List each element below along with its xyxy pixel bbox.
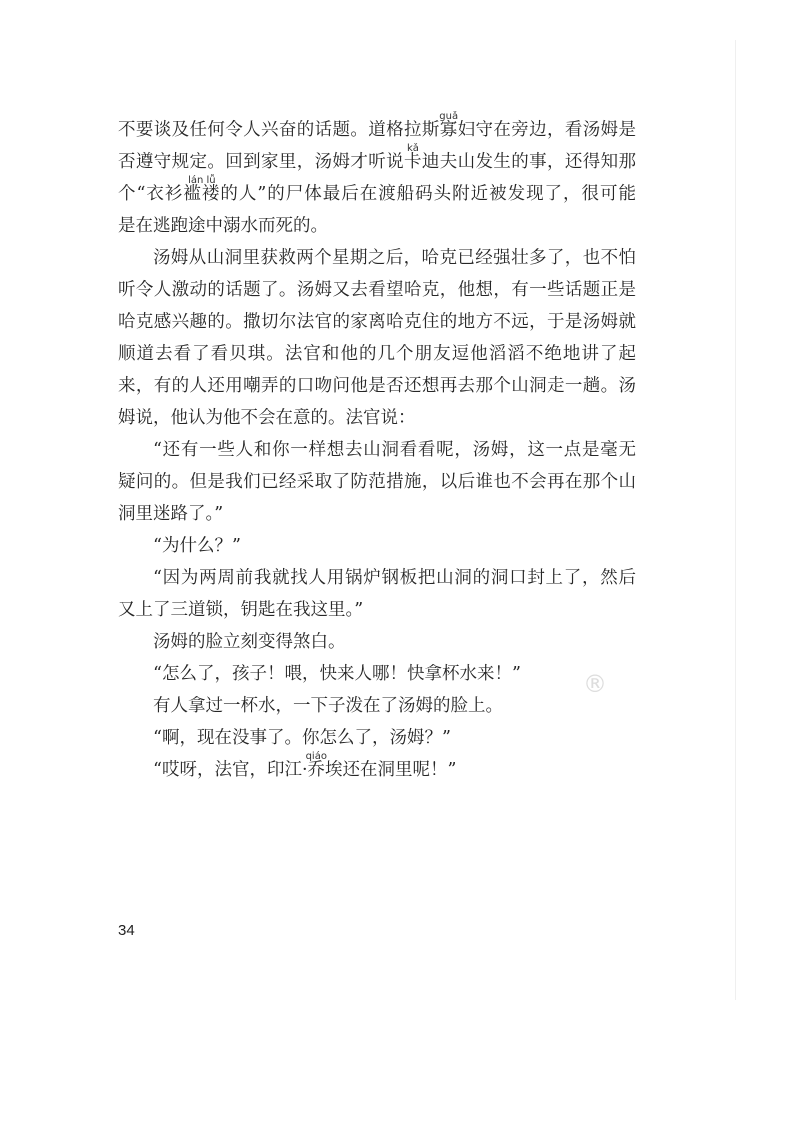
ruby-group xyxy=(183,175,221,204)
pinyin-annotation: guǎ xyxy=(439,111,459,122)
text-segment: 埃还在洞里呢！” xyxy=(325,760,457,780)
text-segment: “哎呀，法官，印江· xyxy=(153,760,308,780)
text-line: 汤姆的脸立刻变得煞白。 xyxy=(153,632,346,652)
pinyin-annotation: qiáo xyxy=(305,751,327,762)
text-line: 是在逃跑途中溺水而死的。 xyxy=(118,216,328,236)
text-segment: 个“衣衫 xyxy=(118,184,184,204)
ruby-group xyxy=(305,751,327,780)
text-line: 哈克感兴趣的。撒切尔法官的家离哈克住的地方不远，于是汤姆就 xyxy=(118,312,636,332)
body-text xyxy=(118,111,637,786)
text-line xyxy=(118,111,636,146)
ruby-group xyxy=(404,143,422,172)
text-line: “因为两周前我就找人用锅炉钢板把山洞的洞口封上了，然后 xyxy=(153,568,636,588)
ruby-base: 卡 xyxy=(404,152,422,172)
pinyin-annotation: lán lǚ xyxy=(188,175,216,186)
text-line: 来，有的人还用嘲弄的口吻问他是否还想再去那个山洞走一趟。汤 xyxy=(118,376,636,396)
page-number: 34 xyxy=(118,922,135,939)
ruby-base: 褴褛 xyxy=(183,184,221,204)
text-line: “为什么？” xyxy=(153,536,241,556)
registered-watermark: ® xyxy=(583,670,607,698)
text-line xyxy=(118,175,637,210)
text-line: 疑问的。但是我们已经采取了防范措施，以后谁也不会再在那个山 xyxy=(118,472,636,492)
text-line: “还有一些人和你一样想去山洞看看呢，汤姆，这一点是毫无 xyxy=(153,440,636,460)
text-segment: 否遵守规定。回到家里，汤姆才听说 xyxy=(118,152,404,172)
text-line: 姆说，他认为他不会在意的。法官说： xyxy=(118,408,416,428)
text-line: “啊，现在没事了。你怎么了，汤姆？” xyxy=(153,728,451,748)
text-line: 有人拿过一杯水，一下子泼在了汤姆的脸上。 xyxy=(153,696,503,716)
pinyin-annotation: kǎ xyxy=(406,143,419,154)
ruby-base: 乔 xyxy=(307,760,326,780)
text-line xyxy=(118,751,636,786)
text-segment: 不要谈及任何令人兴奋的话题。道格拉斯 xyxy=(118,120,440,140)
ruby-group xyxy=(439,111,459,140)
text-segment: 的人”的尸体最后在渡船码头附近被发现了，很可能 xyxy=(220,184,637,204)
ruby-base: 寡 xyxy=(439,120,458,140)
text-segment: 迪夫山发生的事，还得知那 xyxy=(421,152,636,172)
text-line: 汤姆从山洞里获救两个星期之后，哈克已经强壮多了，也不怕 xyxy=(153,248,636,268)
text-line xyxy=(118,143,636,178)
text-line: 听令人激动的话题了。汤姆又去看望哈克，他想，有一些话题正是 xyxy=(118,280,636,300)
text-segment: 妇守在旁边，看汤姆是 xyxy=(457,120,636,140)
text-line: 顺道去看了看贝琪。法官和他的几个朋友逗他滔滔不绝地讲了起 xyxy=(118,344,636,364)
text-line: 又上了三道锁，钥匙在我这里。” xyxy=(118,600,364,620)
page-edge-shadow xyxy=(735,40,736,1000)
text-line: “怎么了，孩子！喂，快来人哪！快拿杯水来！” xyxy=(153,664,521,684)
text-line: 洞里迷路了。” xyxy=(118,504,224,524)
